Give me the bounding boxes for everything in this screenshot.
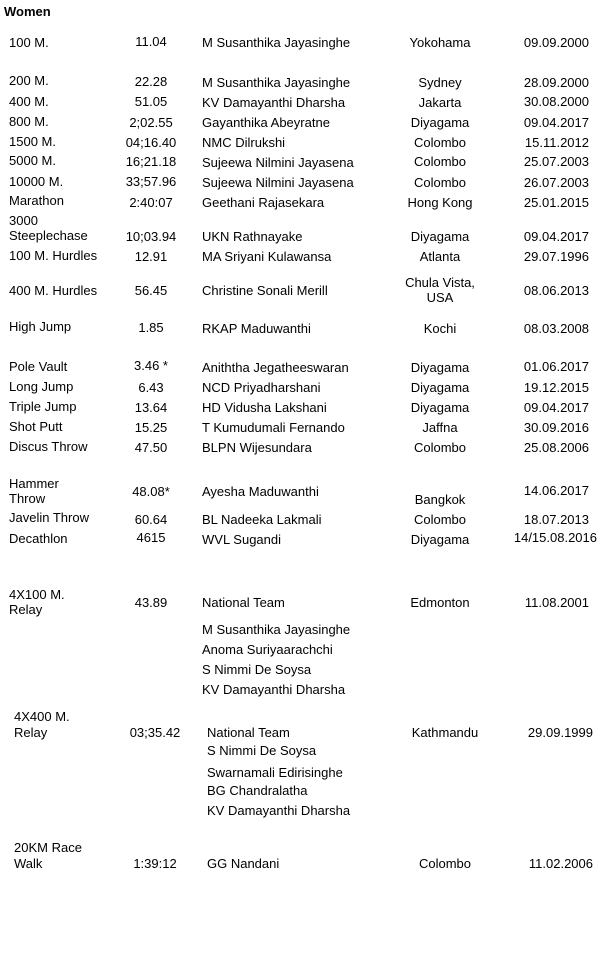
date: 09.04.2017 (523, 115, 589, 130)
venue: Kathmandu (411, 725, 479, 740)
event-name: Decathlon (9, 531, 68, 546)
performance: 12.91 (134, 249, 168, 264)
athlete-name: RKAP Maduwanthi (202, 321, 311, 336)
date: 09.09.2000 (523, 35, 589, 50)
venue: Diyagama (410, 229, 470, 244)
venue: Bangkok (414, 492, 466, 507)
athlete-name: BL Nadeeka Lakmali (202, 512, 322, 527)
relay-member: S Nimmi De Soysa (207, 743, 317, 758)
performance: 16;21.18 (125, 154, 177, 169)
venue-line1: Chula Vista, (405, 275, 475, 290)
venue: Colombo (413, 135, 467, 150)
date: 19.12.2015 (523, 380, 589, 395)
relay-member: M Susanthika Jayasinghe (202, 622, 351, 637)
date: 01.06.2017 (523, 359, 589, 374)
performance: 3.46 * (134, 358, 168, 373)
event-name-line2: Throw (9, 491, 46, 506)
athlete-name: Ayesha Maduwanthi (202, 484, 319, 499)
athlete-name: Aniththa Jegatheeswaran (202, 360, 349, 375)
performance: 43.89 (134, 595, 168, 610)
date: 11.02.2006 (528, 856, 593, 871)
venue: Sydney (418, 75, 462, 90)
performance: 11.04 (135, 34, 167, 49)
athlete-name: Geethani Rajasekara (202, 195, 325, 210)
performance: 22.28 (134, 74, 168, 89)
performance: 6.43 (138, 380, 164, 395)
venue: Jakarta (418, 95, 462, 110)
date: 25.01.2015 (523, 195, 589, 210)
event-name: Shot Putt (9, 419, 63, 434)
venue: Colombo (418, 856, 472, 871)
athlete-name: M Susanthika Jayasinghe (202, 35, 351, 50)
date: 30.09.2016 (523, 420, 589, 435)
performance: 2;02.55 (129, 115, 173, 130)
athlete-name: Sujeewa Nilmini Jayasena (202, 155, 354, 170)
date: 25.08.2006 (523, 440, 589, 455)
venue: Colombo (413, 440, 467, 455)
performance: 03;35.42 (129, 725, 181, 740)
date: 30.08.2000 (523, 94, 589, 109)
event-name: 5000 M. (9, 153, 56, 168)
venue: Diyagama (410, 532, 470, 547)
performance: 47.50 (134, 440, 168, 455)
athlete-name: National Team (202, 595, 285, 610)
venue: Diyagama (410, 400, 470, 415)
relay-member: S Nimmi De Soysa (202, 662, 312, 677)
venue: Colombo (413, 512, 467, 527)
athlete-name: National Team (207, 725, 290, 740)
date: 25.07.2003 (523, 154, 589, 169)
athlete-name: T Kumudumali Fernando (202, 420, 345, 435)
event-name-line1: 20KM Race (14, 840, 82, 855)
venue: Colombo (413, 154, 467, 169)
date: 08.03.2008 (523, 321, 589, 336)
venue: Atlanta (419, 249, 461, 264)
event-name: Marathon (9, 193, 64, 208)
performance: 4615 (136, 530, 166, 545)
performance: 2:40:07 (129, 195, 173, 210)
date: 09.04.2017 (523, 400, 589, 415)
date: 28.09.2000 (523, 75, 589, 90)
performance: 1:39:12 (133, 856, 177, 871)
date: 29.07.1996 (523, 249, 589, 264)
event-name: Long Jump (9, 379, 74, 394)
event-name: 100 M. Hurdles (9, 248, 98, 263)
event-name: Pole Vault (9, 359, 68, 374)
venue-line2: USA (426, 290, 454, 305)
performance: 33;57.96 (125, 174, 177, 189)
event-name: 200 M. (9, 73, 49, 88)
event-name: 10000 M. (9, 174, 64, 189)
date: 29.09.1999 (527, 725, 593, 740)
date: 18.07.2013 (523, 512, 589, 527)
performance: 04;16.40 (125, 135, 177, 150)
athlete-name: WVL Sugandi (202, 532, 282, 547)
performance: 51.05 (134, 94, 168, 109)
date: 26.07.2003 (523, 175, 589, 190)
performance: 1.85 (138, 320, 164, 335)
event-name-line2: Walk (14, 856, 43, 871)
performance: 10;03.94 (125, 229, 177, 244)
event-name: Triple Jump (9, 399, 77, 414)
performance: 13.64 (134, 400, 168, 415)
athlete-name: KV Damayanthi Dharsha (202, 95, 346, 110)
athlete-name: Sujeewa Nilmini Jayasena (202, 175, 354, 190)
venue: Yokohama (409, 35, 471, 50)
event-name: 400 M. (9, 94, 49, 109)
event-name: 1500 M. (9, 134, 56, 149)
performance: 56.45 (134, 283, 168, 298)
performance: 48.08* (132, 484, 170, 499)
venue: Edmonton (410, 595, 470, 610)
event-name-line1: Hammer (9, 476, 59, 491)
venue: Diyagama (410, 360, 470, 375)
relay-member: Swarnamali Edirisinghe (207, 765, 343, 780)
relay-member: KV Damayanthi Dharsha (202, 682, 346, 697)
event-name-line2: Steeplechase (9, 228, 88, 243)
athlete-name: NCD Priyadharshani (202, 380, 321, 395)
date: 08.06.2013 (523, 283, 589, 298)
venue: Diyagama (410, 115, 470, 130)
athlete-name: MA Sriyani Kulawansa (202, 249, 332, 264)
venue: Hong Kong (407, 195, 473, 210)
date: 09.04.2017 (523, 229, 589, 244)
date: 14/15.08.2016 (513, 530, 597, 545)
athlete-name: Christine Sonali Merill (202, 283, 328, 298)
event-name: Discus Throw (9, 439, 88, 454)
event-name: 800 M. (9, 114, 49, 129)
date: 14.06.2017 (523, 483, 589, 498)
athlete-name: GG Nandani (207, 856, 280, 871)
date: 15.11.2012 (524, 135, 589, 150)
event-name: 100 M. (9, 35, 49, 50)
event-name: High Jump (9, 319, 72, 334)
event-name-line1: 4X400 M. (14, 709, 70, 724)
relay-member: BG Chandralatha (207, 783, 308, 798)
performance: 60.64 (134, 512, 168, 527)
event-name: Javelin Throw (9, 510, 89, 525)
performance: 15.25 (134, 420, 168, 435)
athlete-name: Gayanthika Abeyratne (202, 115, 330, 130)
event-name-line2: Relay (9, 602, 43, 617)
relay-member: KV Damayanthi Dharsha (207, 803, 351, 818)
event-name-line1: 4X100 M. (9, 587, 65, 602)
athlete-name: M Susanthika Jayasinghe (202, 75, 351, 90)
date: 11.08.2001 (524, 595, 589, 610)
relay-member: Anoma Suriyaarachchi (202, 642, 333, 657)
event-name-line2: Relay (14, 725, 48, 740)
venue: Diyagama (410, 380, 470, 395)
venue: Colombo (413, 175, 467, 190)
athlete-name: NMC Dilrukshi (202, 135, 286, 150)
venue: Jaffna (422, 420, 458, 435)
section-title: Women (4, 4, 51, 19)
athlete-name: HD Vidusha Lakshani (202, 400, 327, 415)
athlete-name: UKN Rathnayake (202, 229, 303, 244)
athlete-name: BLPN Wijesundara (202, 440, 312, 455)
event-name: 400 M. Hurdles (9, 283, 98, 298)
venue: Kochi (423, 321, 457, 336)
event-name-line1: 3000 (9, 213, 38, 228)
